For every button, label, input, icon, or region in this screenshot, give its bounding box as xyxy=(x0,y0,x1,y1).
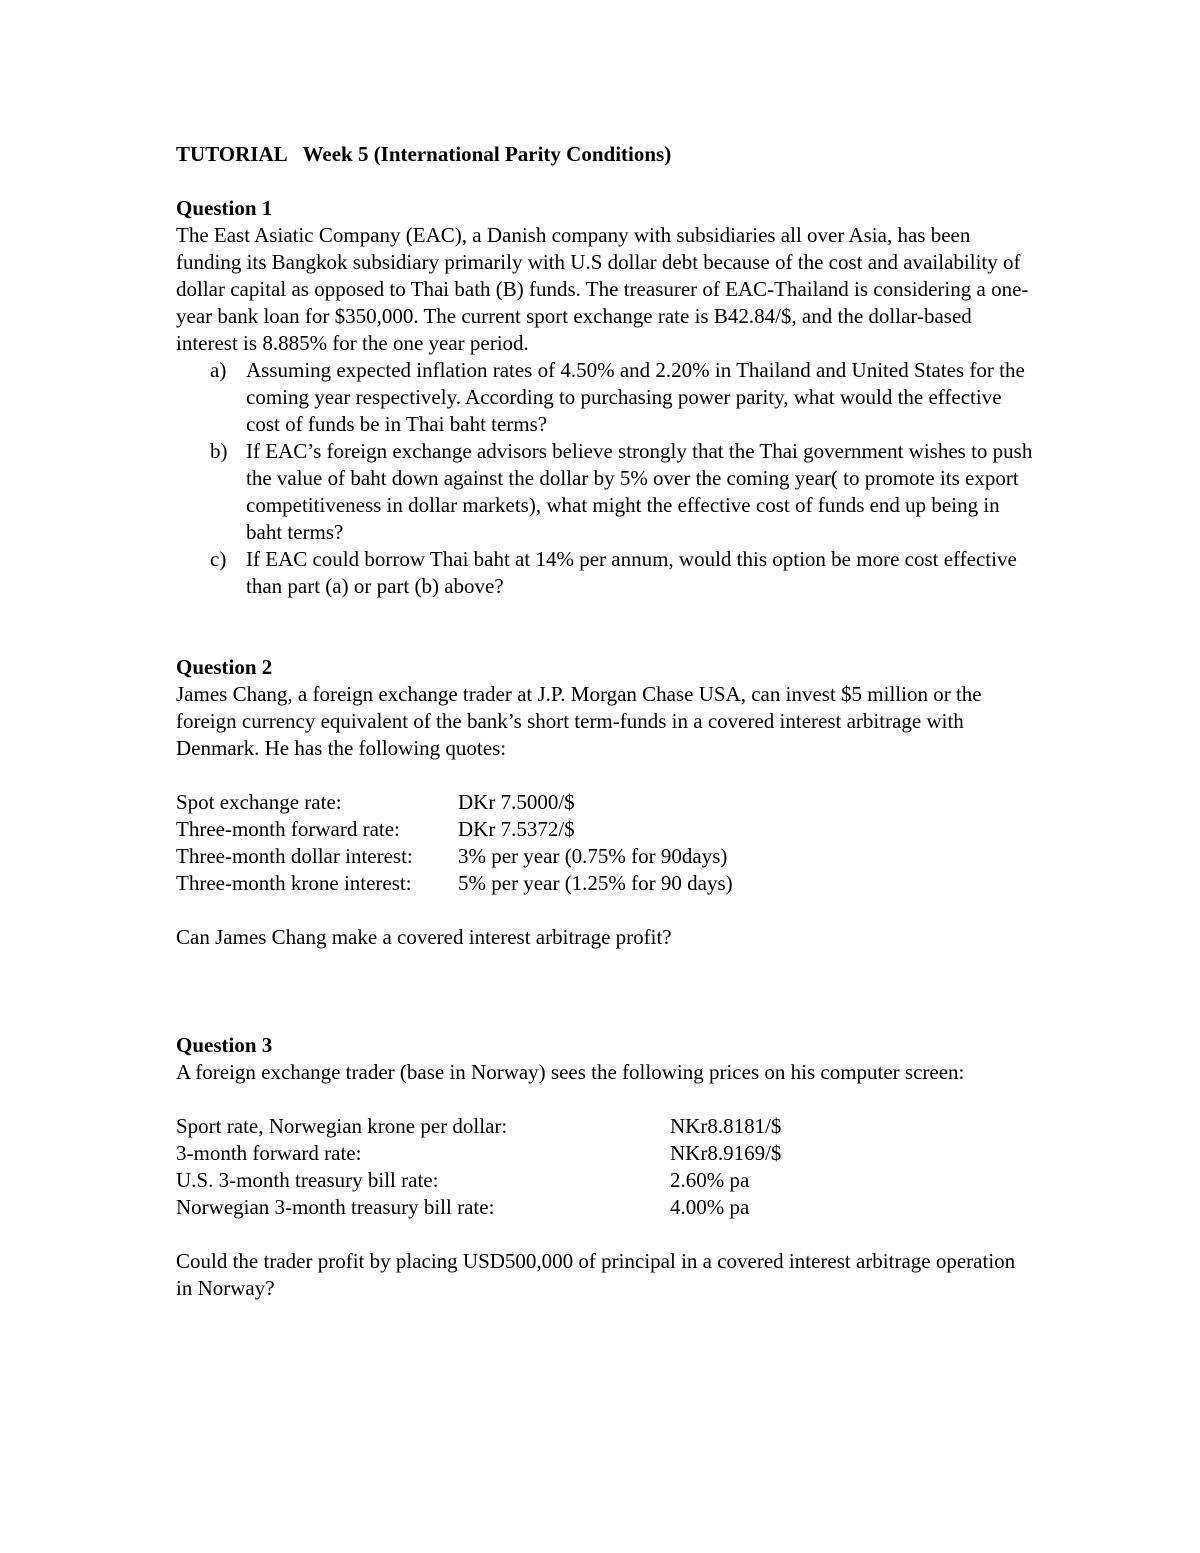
quote-label: U.S. 3-month treasury bill rate: xyxy=(176,1168,439,1192)
quote-label: Three-month forward rate: xyxy=(176,817,400,841)
quote-value: NKr8.8181/$ xyxy=(670,1114,782,1138)
quote-row xyxy=(176,1113,1036,1140)
question-2-question: Can James Chang make a covered interest arbitrage profit? xyxy=(176,925,672,949)
quote-label: Sport rate, Norwegian krone per dollar: xyxy=(176,1114,508,1138)
quote-value: 5% per year (1.25% for 90 days) xyxy=(458,871,733,895)
question-2-body: James Chang, a foreign exchange trader at J.P. Morgan Chase USA, can invest $5 million or the foreign currency equivalent of the bank’s short term-funds in a covered interest arbitrage with Denmark. He has the following quotes: xyxy=(176,682,982,760)
quote-row xyxy=(176,816,1036,843)
quote-value: DKr 7.5372/$ xyxy=(458,817,575,841)
question-3-body: A foreign exchange trader (base in Norway) sees the following prices on his computer screen: xyxy=(176,1060,965,1084)
spacer xyxy=(176,1221,1036,1248)
quote-label: Norwegian 3-month treasury bill rate: xyxy=(176,1195,495,1219)
question-3-quotes xyxy=(176,1113,1036,1221)
spacer xyxy=(176,600,1036,654)
question-2-quotes xyxy=(176,789,1036,897)
spacer xyxy=(176,762,1036,789)
quote-row xyxy=(176,843,1036,870)
subpart-b-text: If EAC’s foreign exchange advisors believe strongly that the Thai government wishes to push the value of baht down against the dollar by 5% over the coming year( to promote its export competitiveness in dollar markets), what might the effective cost of funds end up being in baht terms? xyxy=(246,439,1033,544)
document-title xyxy=(176,141,1036,168)
question-3-heading: Question 3 xyxy=(176,1033,273,1057)
subpart-a xyxy=(176,357,1036,438)
subpart-c-marker: c) xyxy=(210,547,227,571)
quote-row xyxy=(176,1194,1036,1221)
quote-row xyxy=(176,1140,1036,1167)
quote-label: Three-month krone interest: xyxy=(176,871,412,895)
subpart-c xyxy=(176,546,1036,600)
quote-value: NKr8.9169/$ xyxy=(670,1141,782,1165)
title-tutorial: TUTORIAL xyxy=(176,142,288,166)
quote-row xyxy=(176,789,1036,816)
question-1-body: The East Asiatic Company (EAC), a Danish company with subsidiaries all over Asia, has been funding its Bangkok subsidiary primarily with U.S dollar debt because of the cost and availability of dollar capital as opposed to Thai bath (B) funds. The treasurer of EAC-Thailand is considering a one-year bank loan for $350,000. The current sport exchange rate is B42.84/$, and the dollar-based interest is 8.885% for the one year period. xyxy=(176,223,1029,355)
question-1-subparts xyxy=(176,357,1036,600)
subpart-c-text: If EAC could borrow Thai baht at 14% per annum, would this option be more cost effective than part (a) or part (b) above? xyxy=(246,547,1017,598)
quote-row xyxy=(176,1167,1036,1194)
subpart-a-text: Assuming expected inflation rates of 4.50% and 2.20% in Thailand and United States for the coming year respectively. According to purchasing power parity, what would the effective cost of funds be in Thai baht terms? xyxy=(246,358,1025,436)
question-3-question: Could the trader profit by placing USD500,000 of principal in a covered interest arbitrage operation in Norway? xyxy=(176,1249,1016,1300)
document-page xyxy=(176,141,1036,1302)
quote-label: Three-month dollar interest: xyxy=(176,844,413,868)
title-week: Week 5 (International Parity Conditions) xyxy=(302,142,672,166)
question-3 xyxy=(176,1032,1036,1302)
spacer xyxy=(176,1086,1036,1113)
subpart-b-marker: b) xyxy=(210,439,228,463)
quote-value: 4.00% pa xyxy=(670,1195,750,1219)
quote-label: 3-month forward rate: xyxy=(176,1141,362,1165)
question-2 xyxy=(176,654,1036,951)
quote-value: DKr 7.5000/$ xyxy=(458,790,575,814)
quote-value: 2.60% pa xyxy=(670,1168,750,1192)
quote-value: 3% per year (0.75% for 90days) xyxy=(458,844,728,868)
quote-label: Spot exchange rate: xyxy=(176,790,342,814)
question-1 xyxy=(176,195,1036,600)
quote-row xyxy=(176,870,1036,897)
spacer xyxy=(176,897,1036,924)
subpart-a-marker: a) xyxy=(210,358,227,382)
question-2-heading: Question 2 xyxy=(176,655,273,679)
question-1-heading: Question 1 xyxy=(176,196,273,220)
subpart-b xyxy=(176,438,1036,546)
spacer xyxy=(176,951,1036,1032)
